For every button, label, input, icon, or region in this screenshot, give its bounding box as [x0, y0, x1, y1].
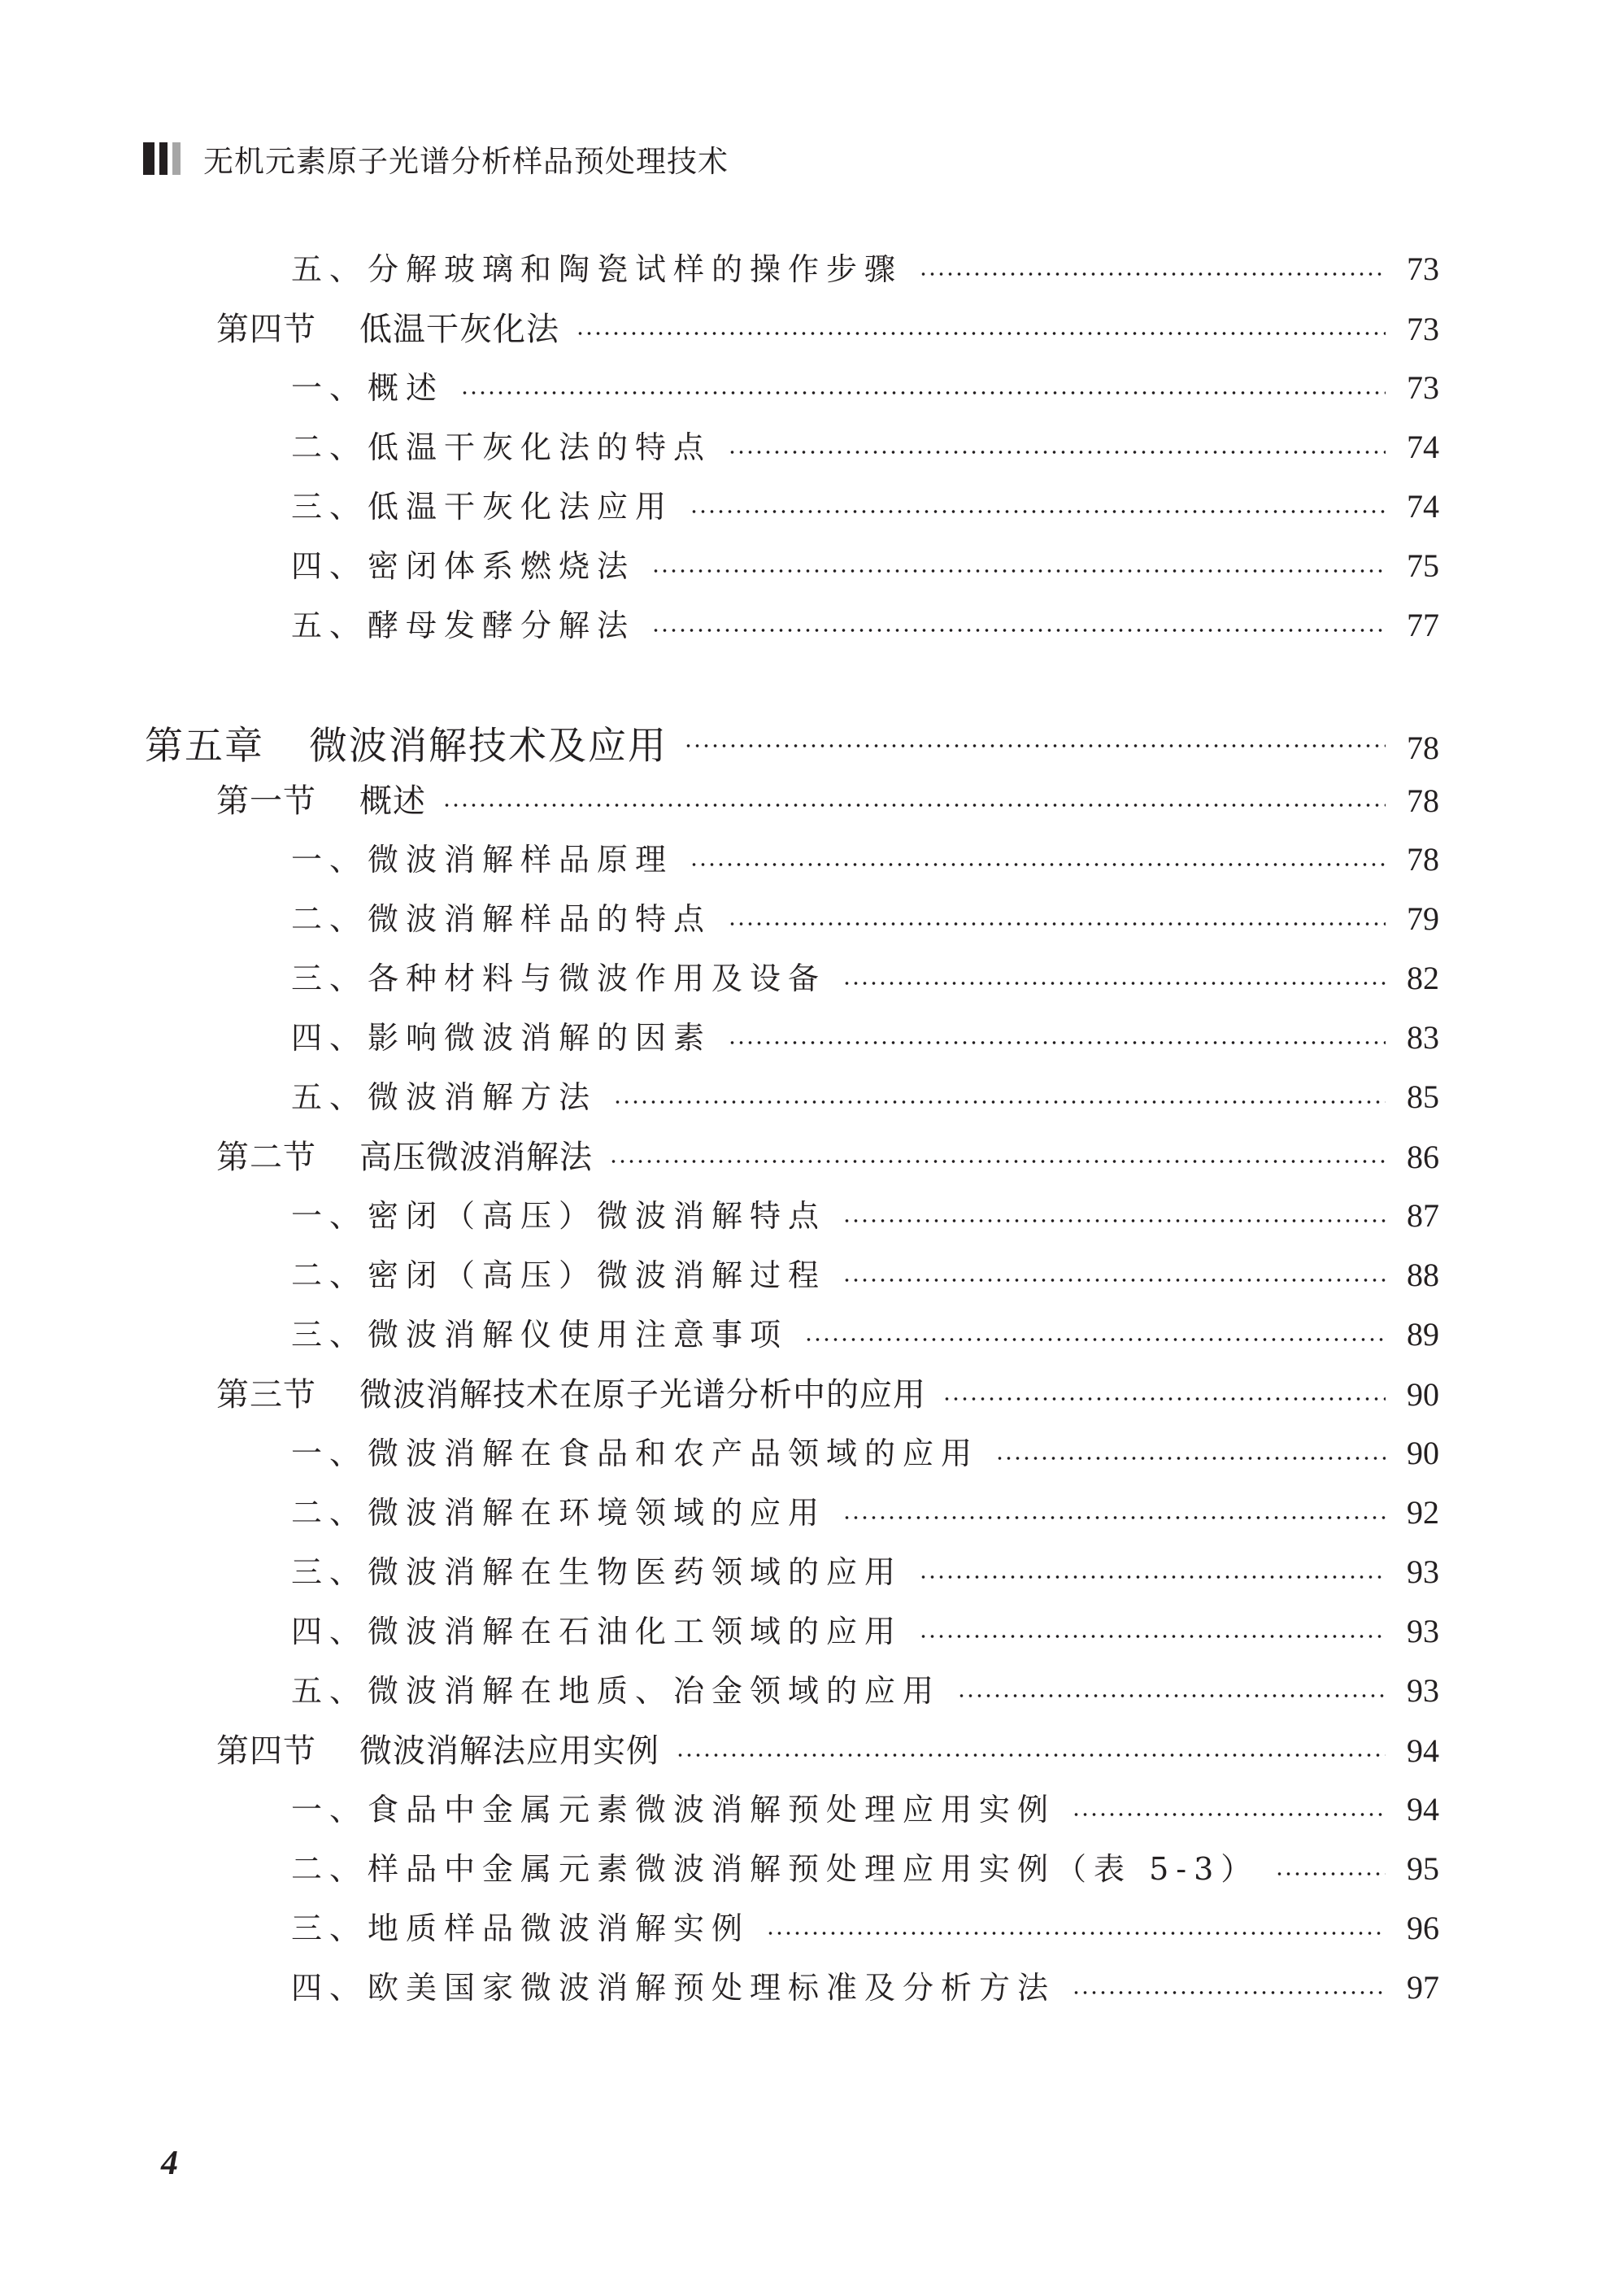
toc-item-line[interactable] [291, 541, 1439, 590]
toc-item-line[interactable] [291, 1903, 1439, 1952]
dot-leader [1072, 1991, 1386, 1994]
toc-item-title [291, 1309, 788, 1354]
dot-leader [676, 1754, 1386, 1757]
dot-leader [1275, 1872, 1386, 1876]
toc-entry-text: 四、欧美国家微波消解预处理标准及分析方法 [291, 1970, 1056, 2006]
toc-entry-text: 低温干灰化法 [359, 311, 559, 348]
toc-entry-text: 五、微波消解在地质、冶金领域的应用 [291, 1673, 942, 1709]
toc-page-number: 78 [1407, 730, 1439, 766]
toc-item-title [291, 894, 711, 939]
toc-section-number: 第四节 [216, 311, 316, 348]
dot-leader [804, 1338, 1386, 1341]
toc-section-line[interactable] [216, 303, 1439, 352]
toc-entry-text: 五、微波消解方法 [291, 1079, 598, 1115]
toc-item-line[interactable] [291, 363, 1439, 412]
toc-page-number: 85 [1407, 1078, 1439, 1115]
toc-page-number: 94 [1407, 1791, 1439, 1828]
toc-page-number: 90 [1407, 1376, 1439, 1413]
dot-leader [728, 1041, 1386, 1044]
toc-entry-text: 三、微波消解仪使用注意事项 [291, 1317, 789, 1353]
toc-page-number: 90 [1407, 1435, 1439, 1471]
toc-entry-text: 三、地质样品微波消解实例 [291, 1910, 751, 1946]
toc-chapter-title [145, 716, 668, 770]
toc-entry-text: 二、微波消解样品的特点 [291, 901, 712, 937]
toc-item-title [291, 481, 673, 526]
toc-entry-text: 三、低温干灰化法应用 [291, 489, 674, 525]
toc-entry-text: 一、密闭（高压）微波消解特点 [291, 1198, 827, 1234]
toc-entry-text: 微波消解法应用实例 [359, 1732, 659, 1770]
toc-item-line[interactable] [291, 481, 1439, 530]
toc-page-number: 74 [1407, 488, 1439, 525]
dot-leader [460, 391, 1386, 394]
toc-item-line[interactable] [291, 894, 1439, 943]
toc-page-number: 86 [1407, 1139, 1439, 1175]
toc-item-line[interactable] [291, 600, 1439, 649]
toc-entry-text: 二、密闭（高压）微波消解过程 [291, 1257, 827, 1293]
toc-section-line[interactable] [216, 1369, 1439, 1418]
toc-item-line[interactable] [291, 1963, 1439, 2011]
toc-item-line[interactable] [291, 1488, 1439, 1536]
dot-leader [651, 629, 1386, 632]
toc-page-number: 93 [1407, 1613, 1439, 1649]
dot-leader [576, 332, 1386, 335]
toc-entry-text: 一、概述 [291, 370, 445, 406]
toc-entry-text: 四、影响微波消解的因素 [291, 1020, 712, 1056]
toc-item-title [291, 1903, 750, 1948]
toc-item-title [291, 1488, 826, 1532]
toc-section-number: 第二节 [216, 1139, 316, 1176]
toc-item-line[interactable] [291, 834, 1439, 883]
dot-leader [919, 1575, 1386, 1579]
toc-page-number: 73 [1407, 369, 1439, 406]
toc-entry-text: 概述 [359, 782, 426, 820]
toc-page-number: 74 [1407, 429, 1439, 465]
toc-entry-text: 五、分解玻璃和陶瓷试样的操作步骤 [291, 251, 903, 287]
toc-chapter-line[interactable] [145, 716, 1439, 769]
toc-page-number: 88 [1407, 1257, 1439, 1293]
toc-page-number: 83 [1407, 1019, 1439, 1056]
toc-page-number: 75 [1407, 547, 1439, 584]
toc-item-line[interactable] [291, 1606, 1439, 1655]
toc-page-number: 89 [1407, 1316, 1439, 1353]
dot-leader [684, 744, 1386, 747]
dot-leader [842, 982, 1386, 985]
toc-item-line[interactable] [291, 1844, 1439, 1893]
toc-entry-text: 四、微波消解在石油化工领域的应用 [291, 1614, 903, 1649]
toc-item-title [291, 1784, 1055, 1829]
toc-section-number: 第四节 [216, 1732, 316, 1770]
dot-leader [842, 1219, 1386, 1222]
toc-section-title [216, 303, 559, 350]
toc-page-number: 78 [1407, 841, 1439, 878]
dot-leader [728, 922, 1386, 926]
toc-chapter-number: 第五章 [145, 724, 264, 769]
toc-entry-text: 三、微波消解在生物医药领域的应用 [291, 1554, 903, 1590]
toc-page-number: 79 [1407, 900, 1439, 937]
toc-entry-text: 三、各种材料与微波作用及设备 [291, 961, 827, 996]
toc-page-number: 93 [1407, 1553, 1439, 1590]
toc-item-line[interactable] [291, 1013, 1439, 1061]
toc-item-title [291, 422, 711, 467]
dot-leader [442, 804, 1386, 807]
toc-item-line[interactable] [291, 244, 1439, 293]
toc-page-number: 78 [1407, 782, 1439, 819]
toc-item-line[interactable] [291, 953, 1439, 1002]
dot-leader [1072, 1813, 1386, 1816]
toc-item-title [291, 834, 673, 879]
toc-entry-text: 高压微波消解法 [359, 1139, 593, 1176]
dot-leader [609, 1160, 1386, 1163]
toc-section-title [216, 1725, 659, 1771]
toc-item-title [291, 1666, 941, 1710]
toc-page-number: 73 [1407, 311, 1439, 347]
toc-section-number: 第三节 [216, 1376, 316, 1414]
toc-item-line[interactable] [291, 1250, 1439, 1299]
toc-entry-text: 一、微波消解样品原理 [291, 842, 674, 878]
toc-page-number: 95 [1407, 1850, 1439, 1887]
toc-item-title [291, 1428, 979, 1473]
toc-page-number: 97 [1407, 1969, 1439, 2006]
toc-item-title [291, 1963, 1055, 2007]
dot-leader [613, 1100, 1386, 1104]
toc-item-line[interactable] [291, 1191, 1439, 1239]
dot-leader [942, 1397, 1386, 1401]
toc-section-line[interactable] [216, 1131, 1439, 1180]
dot-leader [919, 1635, 1386, 1638]
toc-page-number: 92 [1407, 1494, 1439, 1531]
toc-entry-text: 一、食品中金属元素微波消解预处理应用实例 [291, 1792, 1056, 1828]
page-number: 4 [161, 2145, 178, 2182]
toc-entry-text: 二、低温干灰化法的特点 [291, 429, 712, 465]
toc-item-title [291, 244, 903, 289]
dot-leader [651, 569, 1386, 573]
dot-leader [842, 1516, 1386, 1519]
dot-leader [842, 1279, 1386, 1282]
toc-section-title [216, 1369, 926, 1415]
toc-item-title [291, 1844, 1259, 1889]
toc-item-line[interactable] [291, 1309, 1439, 1358]
toc-entry-text: 四、密闭体系燃烧法 [291, 548, 636, 584]
toc-section-title [216, 775, 426, 821]
toc-page-number: 73 [1407, 251, 1439, 287]
toc-section-title [216, 1131, 593, 1178]
toc-item-title [291, 1547, 903, 1592]
toc-item-line[interactable] [291, 1428, 1439, 1477]
toc-entry-text: 一、微波消解在食品和农产品领域的应用 [291, 1436, 980, 1471]
toc-item-title [291, 1250, 826, 1295]
toc-item-title [291, 1013, 711, 1057]
toc-page-number: 77 [1407, 607, 1439, 643]
toc-item-line[interactable] [291, 1547, 1439, 1596]
toc-entry-text: 五、酵母发酵分解法 [291, 608, 636, 643]
dot-leader [728, 451, 1386, 454]
dot-leader [766, 1932, 1386, 1935]
toc-item-line[interactable] [291, 1072, 1439, 1121]
toc-item-title [291, 1191, 826, 1235]
toc-item-title [291, 1606, 903, 1651]
toc-item-title [291, 541, 635, 586]
toc-page-number: 93 [1407, 1672, 1439, 1709]
toc-section-number: 第一节 [216, 782, 316, 820]
toc-section-line[interactable] [216, 775, 1439, 824]
toc-page-number: 87 [1407, 1197, 1439, 1234]
toc-item-title [291, 600, 635, 645]
toc-item-title [291, 953, 826, 998]
toc-page-number: 82 [1407, 960, 1439, 996]
dot-leader [957, 1694, 1386, 1697]
toc-page-number: 96 [1407, 1910, 1439, 1946]
dot-leader [995, 1457, 1386, 1460]
dot-leader [690, 863, 1386, 866]
toc-entry-text: 微波消解技术及应用 [309, 724, 668, 769]
dot-leader [919, 272, 1386, 276]
toc-item-line[interactable] [291, 422, 1439, 471]
toc-page-number: 94 [1407, 1732, 1439, 1769]
toc-item-title [291, 363, 444, 407]
toc-section-line[interactable] [216, 1725, 1439, 1774]
toc-item-title [291, 1072, 597, 1117]
toc-entry-text: 二、微波消解在环境领域的应用 [291, 1495, 827, 1531]
book-title: 无机元素原子光谱分析样品预处理技术 [203, 144, 729, 179]
toc-entry-text: 二、样品中金属元素微波消解预处理应用实例（表 5-3） [291, 1851, 1260, 1887]
toc-entry-text: 微波消解技术在原子光谱分析中的应用 [359, 1376, 926, 1414]
dot-leader [690, 510, 1386, 513]
toc-item-line[interactable] [291, 1666, 1439, 1714]
toc-item-line[interactable] [291, 1784, 1439, 1833]
